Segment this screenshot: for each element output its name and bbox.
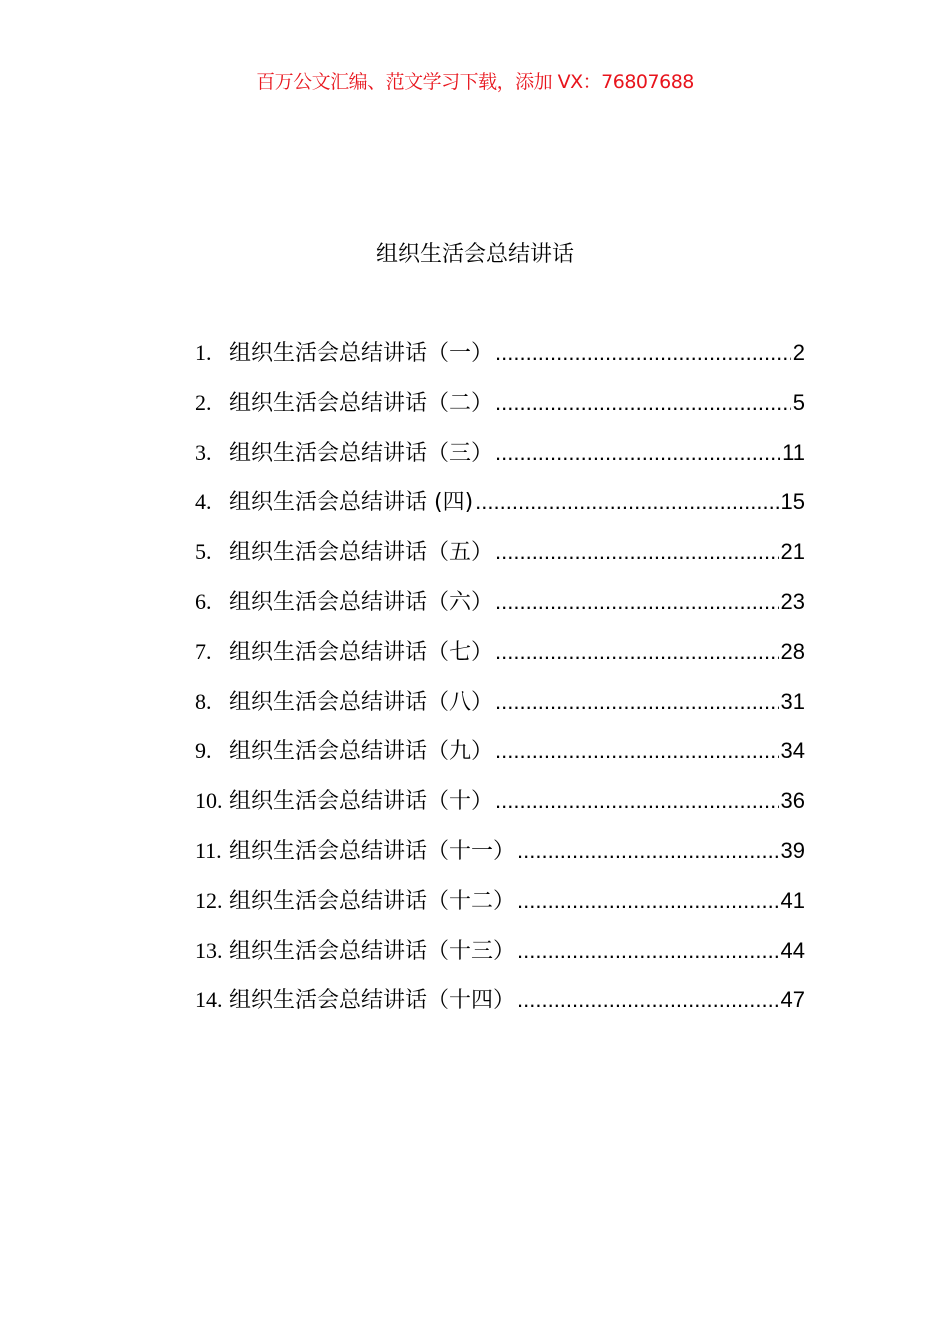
toc-entry-title: 组织生活会总结讲话（三） [229,440,494,466]
toc-entry[interactable] [195,734,805,784]
toc-entry-page: 15 [780,489,805,515]
watermark-header: 百万公文汇编、范文学习下载，添加 VX：76807688 [256,71,694,93]
toc-dot-leader [495,589,779,615]
toc-entry-title: 组织生活会总结讲话（十四） [229,988,516,1014]
toc-entry-title: 组织生活会总结讲话（九） [229,739,494,765]
toc-entry-title: 组织生活会总结讲话（十三） [229,938,516,964]
toc-entry[interactable] [195,635,805,685]
toc-dot-leader [517,838,779,864]
toc-entry-page: 36 [780,788,805,814]
toc-entry-page: 28 [780,638,805,664]
toc-dot-leader [495,639,779,665]
toc-entry[interactable] [195,336,805,386]
toc-entry-number: 8. [195,688,212,714]
toc-entry-title: 组织生活会总结讲话（二） [229,390,494,416]
document-title: 组织生活会总结讲话 [375,242,574,267]
toc-entry-page: 34 [780,738,805,764]
toc-dot-leader [495,440,780,466]
toc-entry-number: 3. [195,439,212,465]
toc-entry[interactable] [195,485,805,535]
toc-entry-number: 5. [195,539,212,565]
toc-entry-number: 12. [195,887,223,913]
toc-entry[interactable] [195,436,805,486]
toc-dot-leader [495,539,779,565]
toc-entry-page: 47 [780,987,805,1013]
toc-entry-number: 11. [195,837,222,863]
toc-entry-page: 31 [780,688,805,714]
toc-entry[interactable] [195,685,805,735]
toc-entry-title: 组织生活会总结讲话（七） [229,639,494,665]
toc-entry-title: 组织生活会总结讲话（五） [229,540,494,566]
toc-entry-title: 组织生活会总结讲话（一） [229,341,494,366]
toc-entry-page: 23 [780,588,805,614]
toc-entry[interactable] [195,535,805,585]
table-of-contents [195,336,805,1033]
toc-entry[interactable] [195,834,805,884]
toc-entry-number: 7. [195,638,212,664]
toc-dot-leader [495,340,791,366]
toc-entry-page: 21 [780,539,805,565]
toc-entry[interactable] [195,386,805,436]
toc-dot-leader [495,788,779,814]
toc-entry-page: 5 [792,389,805,415]
toc-entry-page: 11 [782,439,805,465]
toc-entry[interactable] [195,983,805,1033]
toc-entry-page: 44 [780,937,805,963]
toc-entry-page: 39 [780,837,805,863]
toc-dot-leader [495,689,779,715]
toc-dot-leader [517,938,779,964]
toc-entry-page: 41 [780,887,805,913]
toc-entry[interactable] [195,884,805,934]
toc-entry-title: 组织生活会总结讲话（六） [229,589,494,615]
toc-entry-number: 4. [195,489,212,515]
toc-dot-leader [495,738,779,764]
toc-entry-title: 组织生活会总结讲话 (四) [229,490,474,516]
toc-dot-leader [475,489,778,515]
toc-entry-page: 2 [792,340,805,365]
toc-entry[interactable] [195,934,805,984]
toc-entry-number: 14. [195,987,223,1013]
toc-dot-leader [517,888,779,914]
toc-entry-number: 2. [195,389,212,415]
toc-dot-leader [517,987,779,1013]
toc-entry-number: 13. [195,937,223,963]
toc-entry-title: 组织生活会总结讲话（十一） [229,838,516,864]
toc-entry[interactable] [195,585,805,635]
toc-entry-number: 1. [195,340,212,365]
toc-entry-title: 组织生活会总结讲话（十） [229,789,494,815]
toc-entry-number: 9. [195,738,212,764]
toc-entry-title: 组织生活会总结讲话（八） [229,689,494,715]
toc-entry[interactable] [195,784,805,834]
toc-entry-title: 组织生活会总结讲话（十二） [229,888,516,914]
toc-entry-number: 6. [195,588,212,614]
toc-dot-leader [495,390,791,416]
toc-entry-number: 10. [195,788,223,814]
